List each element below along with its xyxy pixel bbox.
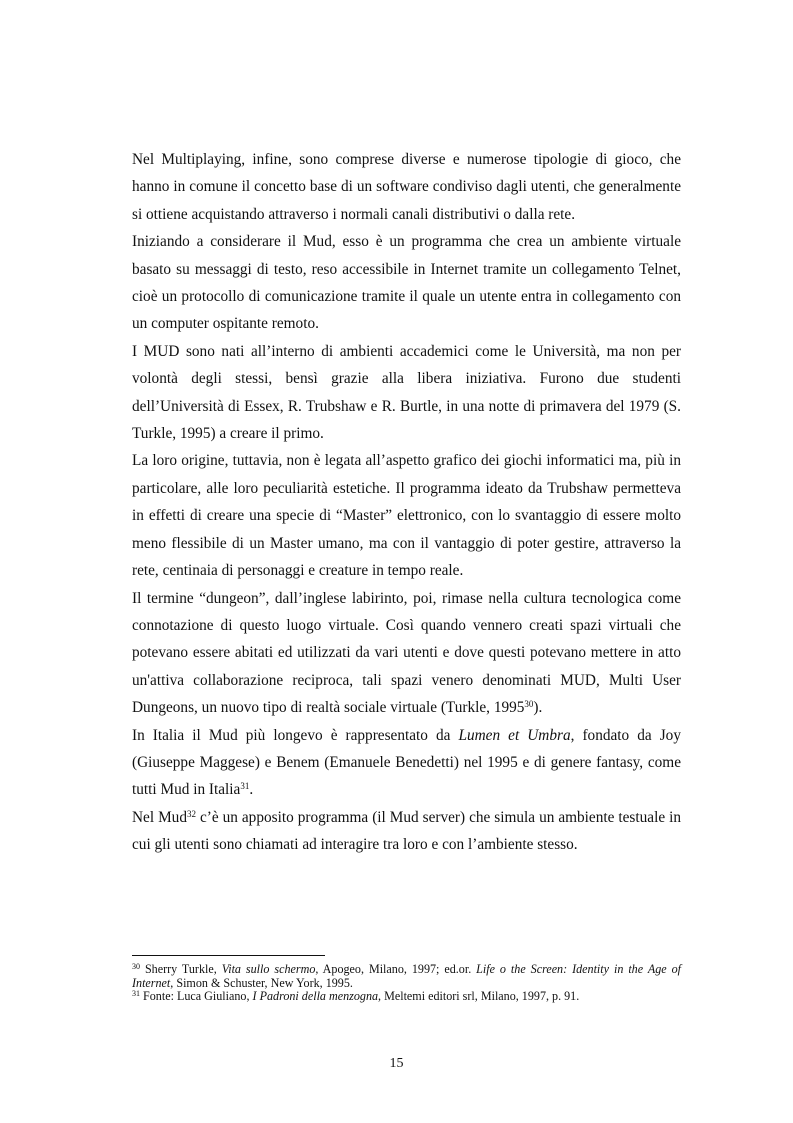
paragraph-text: c’è un apposito programma (il Mud server) che simula un ambiente testuale in cui gli utenti sono chiamati ad interagire tra loro e con l’ambiente stesso. xyxy=(132,808,681,854)
body-text xyxy=(132,146,681,859)
paragraph-text: I MUD sono nati all’interno di ambienti accademici come le Università, ma non per volontà degli stessi, bensì grazie alla libera iniziativa. Furono due studenti dell’Università di Essex, R. Trubshaw e R. Burtle, in una notte di primavera del 1979 (S. Turkle, 1995) a creare il primo. xyxy=(132,342,681,443)
footnote-reference: 32 xyxy=(186,808,196,819)
paragraph-mud-definition xyxy=(132,228,681,338)
footnote-italic-title: I Padroni della menzogna xyxy=(252,989,379,1004)
paragraph-text: Nel Multiplaying, infine, sono comprese diverse e numerose tipologie di gioco, che hanno in comune il concetto base di un software condiviso dagli utenti, che generalmente si ottiene acquistando attraverso i normali canali distributivi o dalla rete. xyxy=(132,151,681,223)
footnote-text: , Meltemi editori srl, Milano, 1997, p. 91. xyxy=(378,989,580,1004)
footnote-30 xyxy=(132,963,681,990)
footnote-reference: 31 xyxy=(240,781,250,792)
footnote-number: 31 xyxy=(132,989,140,999)
footnote-italic-title: Vita sullo schermo xyxy=(221,962,316,976)
paragraph-multiplaying xyxy=(132,146,681,228)
paragraph-text: In Italia il Mud più longevo è rappresentato da xyxy=(132,726,459,744)
paragraph-mud-aesthetics xyxy=(132,447,681,584)
footnote-italic-title: Life o the Screen: Identity in the Age of Internet xyxy=(132,962,681,990)
italic-title: Lumen et Umbra xyxy=(458,726,571,744)
paragraph-text: , fondato da Joy (Giuseppe Maggese) e Benem (Emanuele Benedetti) nel 1995 e di genere fantasy, come tutti Mud in Italia xyxy=(132,726,681,799)
paragraph-mud-origin xyxy=(132,338,681,448)
page-number: 15 xyxy=(389,1056,404,1071)
footnote-text: Fonte: Luca Giuliano, xyxy=(140,989,253,1004)
paragraph-text: ). xyxy=(533,699,543,717)
paragraph-text: Nel Mud xyxy=(132,808,187,826)
footnote-divider xyxy=(132,955,325,956)
footnote-number: 30 xyxy=(132,962,140,971)
paragraph-text: . xyxy=(249,781,254,799)
paragraph-text: La loro origine, tuttavia, non è legata all’aspetto grafico dei giochi informatici ma, più in particolare, alle loro peculiarità estetiche. Il programma ideato da Trubshaw permetteva in effetti di creare una specie di “Master” elettronico, con lo svantaggio di essere molto meno flessibile di un Master umano, ma con il vantaggio di poter gestire, attraverso la rete, centinaia di personaggi e creature in tempo reale. xyxy=(132,452,681,580)
footnotes xyxy=(132,963,681,1004)
paragraph-italy-mud xyxy=(132,722,681,804)
footnote-text: , Apogeo, Milano, 1997; ed.or. xyxy=(315,962,477,976)
paragraph-text: Iniziando a considerare il Mud, esso è un programma che crea un ambiente virtuale basato su messaggi di testo, reso accessibile in Internet tramite un collegamento Telnet, cioè un protocollo di comunicazione tramite il quale un utente entra in collegamento con un computer ospitante remoto. xyxy=(132,233,681,333)
footnote-text: Sherry Turkle, xyxy=(140,962,222,976)
paragraph-dungeon-term xyxy=(132,585,681,722)
footnote-text: , Simon & Schuster, New York, 1995. xyxy=(170,975,353,990)
footnote-reference: 30 xyxy=(524,699,534,710)
paragraph-text: Il termine “dungeon”, dall’inglese labirinto, poi, rimase nella cultura tecnologica come connotazione di questo luogo virtuale. Così quando vennero creati spazi virtuali che potevano essere abitati ed utilizzati da vari utenti e dove questi potevano mettere in atto un'attiva collaborazione reciproca, tali spazi venero denominati MUD, Multi User Dungeons, un nuovo tipo di realtà sociale virtuale (Turkle, 1995 xyxy=(132,589,681,717)
paragraph-mud-server xyxy=(132,804,681,859)
footnote-31 xyxy=(132,990,681,1004)
